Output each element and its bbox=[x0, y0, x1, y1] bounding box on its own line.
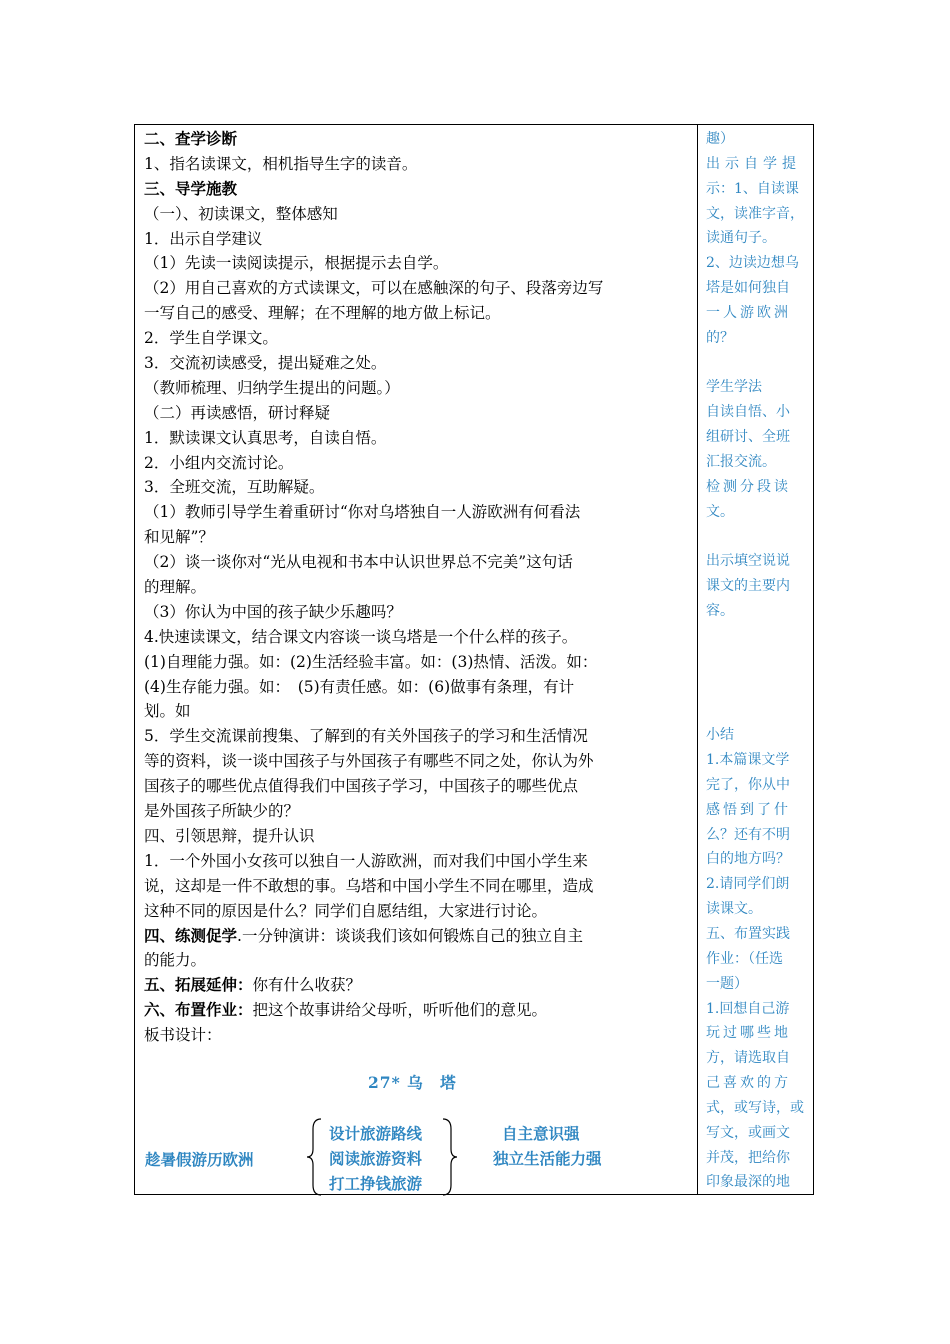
board-middle-item: 打工挣钱旅游 bbox=[329, 1173, 423, 1193]
lesson-plan-table bbox=[134, 124, 814, 1195]
board-middle-list bbox=[329, 1122, 422, 1196]
text-line bbox=[144, 998, 692, 1023]
side-note-line: 读课文。 bbox=[706, 901, 762, 918]
board-right-item: 自主意识强 bbox=[502, 1124, 580, 1143]
text-line: （一）、初读课文，整体感知 bbox=[144, 204, 338, 223]
text-line: 3．交流初读感受，提出疑难之处。 bbox=[144, 354, 387, 373]
text-line: 是外国孩子所缺少的？ bbox=[144, 802, 300, 821]
text-line: 1．一个外国小女孩可以独自一人游欧洲，而对我们中国小学生来 bbox=[144, 851, 588, 870]
side-note-line: 文，读准字音， bbox=[706, 205, 804, 222]
side-note-line: 2.请同学们朗 bbox=[706, 876, 790, 893]
side-note-line: 学生学法 bbox=[706, 379, 762, 396]
side-note-line bbox=[706, 624, 810, 649]
text-line bbox=[144, 948, 692, 973]
text-line: 等的资料，谈一谈中国孩子与外国孩子有哪些不同之处，你认为外 bbox=[144, 752, 594, 771]
main-content-column bbox=[144, 127, 692, 1048]
text-line: （1）教师引导学生着重研讨“你对乌塔独自一人游欧洲有何看法 bbox=[144, 503, 581, 522]
board-middle-item: 设计旅游路线 bbox=[329, 1124, 423, 1143]
side-note-line: 己喜欢的方 bbox=[706, 1075, 791, 1092]
side-note-line: 小结 bbox=[706, 727, 734, 744]
side-note-line: 式，或写诗，或 bbox=[706, 1099, 804, 1116]
side-note-line: 文。 bbox=[706, 503, 734, 520]
line-text: .一分钟演讲：谈谈我们该如何锻炼自己的独立自主 bbox=[237, 926, 583, 945]
text-line: （3）你认为中国的孩子缺少乐趣吗？ bbox=[144, 602, 402, 621]
side-note-line: 感悟到了什 bbox=[706, 801, 791, 818]
text-line: 说，这却是一件不敢想的事。乌塔和中国小学生不同在哪里，造成 bbox=[144, 876, 594, 895]
text-line: 3．全班交流，互助解疑。 bbox=[144, 478, 325, 497]
text-line: （1）先读一读阅读提示，根据提示去自学。 bbox=[144, 254, 449, 273]
side-note-line bbox=[706, 525, 810, 550]
side-note-line bbox=[706, 351, 810, 376]
text-line: （教师梳理、归纳学生提出的问题。） bbox=[144, 378, 400, 397]
side-note-line: 的？ bbox=[706, 329, 734, 346]
text-line: （2）谈一谈你对“光从电视和书本中认识世界总不完美”这句话 bbox=[144, 553, 573, 572]
text-line: 和见解”？ bbox=[144, 528, 214, 547]
side-note-line: 趣） bbox=[706, 131, 734, 147]
section-heading: 四、练测促学 bbox=[144, 925, 238, 945]
text-line: 5．学生交流课前搜集、了解到的有关外国孩子的学习和生活情况 bbox=[144, 727, 588, 746]
column-divider bbox=[697, 125, 698, 1194]
side-note-line: 出示填空说说 bbox=[706, 553, 790, 570]
side-note-line: 写文，或画文 bbox=[706, 1124, 790, 1141]
right-brace-icon bbox=[439, 1117, 459, 1197]
side-note-line: 印象最深的地 bbox=[706, 1174, 790, 1191]
left-brace-icon bbox=[305, 1117, 325, 1197]
text-line: 1．默读课文认真思考，自读自悟。 bbox=[144, 428, 387, 447]
side-note-line: 自读自悟、小 bbox=[706, 404, 790, 421]
side-note-line: 课文的主要内 bbox=[706, 578, 790, 595]
text-line: 1、指名读课文，相机指导生字的读音。 bbox=[144, 154, 418, 173]
board-main-topic: 趁暑假游历欧洲 bbox=[145, 1150, 254, 1169]
text-line: （2）用自己喜欢的方式读课文，可以在感触深的句子、段落旁边写 bbox=[144, 279, 604, 298]
line-text: 的能力。 bbox=[144, 951, 207, 970]
side-note-line: 方，请选取自 bbox=[706, 1050, 790, 1067]
text-line: 这种不同的原因是什么？同学们自愿结组，大家进行讨论。 bbox=[144, 901, 548, 920]
side-note-line: 完了，你从中 bbox=[706, 776, 790, 793]
text-line: 四、引领思辩，提升认识 bbox=[144, 826, 315, 845]
section-heading: 六、布置作业： bbox=[144, 1000, 253, 1020]
board-right-list bbox=[493, 1122, 602, 1172]
text-line: 三、导学施教 bbox=[144, 178, 238, 198]
side-note-line: 么？还有不明 bbox=[706, 826, 790, 843]
line-text: 你有什么收获？ bbox=[252, 976, 362, 995]
board-right-item: 独立生活能力强 bbox=[493, 1148, 602, 1168]
text-line: 4.快速读课文，结合课文内容谈一谈乌塔是一个什么样的孩子。 bbox=[144, 627, 578, 646]
side-note-line: 2、边读边想乌 bbox=[706, 255, 799, 272]
side-note-line bbox=[706, 698, 810, 723]
text-line: (1)自理能力强。如：(2)生活经验丰富。如：(3)热情、活泼。如： bbox=[144, 652, 598, 671]
side-note-line: 白的地方吗？ bbox=[706, 851, 790, 868]
board-title: 27* 乌 塔 bbox=[368, 1073, 457, 1092]
text-line: 的理解。 bbox=[144, 578, 207, 597]
line-text: 板书设计： bbox=[144, 1026, 222, 1045]
side-note-line: 出示自学提 bbox=[706, 155, 801, 172]
side-note-line: 一人游欧洲 bbox=[706, 304, 791, 321]
side-notes-column bbox=[706, 127, 810, 1195]
side-note-line: 示：1、自读课 bbox=[706, 180, 799, 197]
side-note-line: 检测分段读 bbox=[706, 478, 791, 495]
text-line: 一写自己的感受、理解；在不理解的地方做上标记。 bbox=[144, 304, 501, 323]
board-middle-item: 阅读旅游资料 bbox=[329, 1148, 423, 1168]
side-note-line: 读通句子。 bbox=[706, 230, 776, 247]
side-note-line: 玩过哪些地 bbox=[706, 1025, 791, 1042]
section-heading: 五、拓展延伸： bbox=[144, 975, 253, 995]
text-line: (4)生存能力强。如： (5)有责任感。如：(6)做事有条理，有计 bbox=[144, 677, 575, 696]
line-text: 把这个故事讲给父母听，听听他们的意见。 bbox=[252, 1001, 548, 1020]
text-line: 划。如 bbox=[144, 702, 191, 721]
side-note-line: 一题） bbox=[706, 975, 748, 992]
side-note-line: 塔是如何独自 bbox=[706, 280, 790, 297]
text-line: 国孩子的哪些优点值得我们中国孩子学习，中国孩子的哪些优点 bbox=[144, 777, 579, 796]
side-note-line: 作业：（任选 bbox=[706, 950, 783, 967]
text-line: 2．学生自学课文。 bbox=[144, 329, 278, 348]
side-note-line: 组研讨、全班 bbox=[706, 429, 790, 446]
side-note-line: 并茂，把给你 bbox=[706, 1149, 790, 1166]
text-line bbox=[144, 924, 692, 949]
side-note-line: 汇报交流。 bbox=[706, 453, 776, 470]
side-note-line: 1.本篇课文学 bbox=[706, 752, 790, 769]
text-line: 2．小组内交流讨论。 bbox=[144, 453, 294, 472]
text-line: 1．出示自学建议 bbox=[144, 229, 263, 248]
side-note-line: 1.回想自己游 bbox=[706, 1000, 790, 1017]
text-line: 二、查学诊断 bbox=[144, 129, 238, 148]
side-note-line: 容。 bbox=[706, 603, 734, 620]
side-note-line bbox=[706, 674, 810, 699]
text-line bbox=[144, 973, 692, 998]
side-note-line bbox=[706, 649, 810, 674]
text-line: （二）再读感悟，研讨释疑 bbox=[144, 403, 331, 422]
side-note-line: 五、布置实践 bbox=[706, 926, 790, 942]
text-line bbox=[144, 1023, 692, 1048]
